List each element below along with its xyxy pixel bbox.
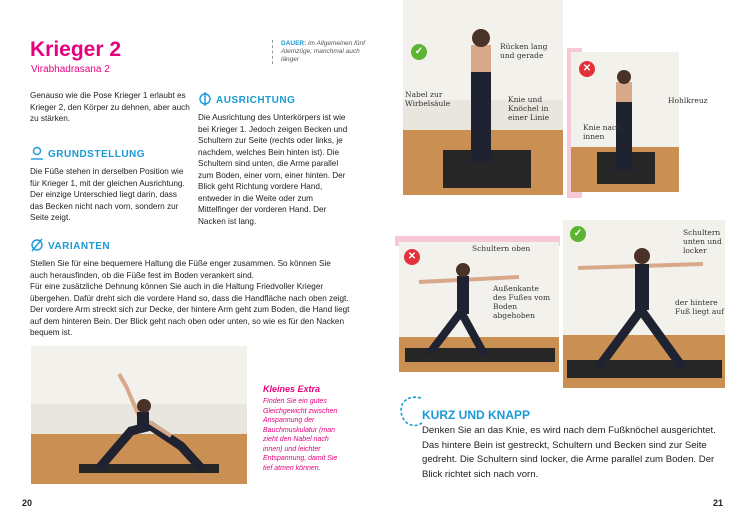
section-text-ausrichtung: Die Ausrichtung des Unterkörpers ist wie bei Krieger 1. Jedoch zeigen Becken und Schultern zur Seite (rechts oder links, je nachdem, welches Bein hinten ist). Die Schultern sind unten, die Arme parallel zum Boden, einer vorn, einer hinten. Der Blick geht Richtung vordere Hand, entweder in die Weite oder zum Mittelfinger der vorderen Hand. Der Nacken ist lang.	[198, 113, 348, 226]
note-schultern-unten: Schultern unten und locker	[683, 228, 722, 255]
note-fuss-flach: der hintere Fuß liegt auf	[675, 298, 724, 316]
section-varianten	[30, 238, 350, 339]
alignment-icon	[198, 92, 212, 109]
note-aussenkante: Außenkante des Fußes vom Boden abgehoben	[493, 284, 551, 320]
note-ruecken: Rücken lang und gerade	[500, 42, 548, 60]
page-number-left: 20	[22, 498, 33, 508]
duration-label: DAUER:	[281, 40, 307, 47]
swirl-decoration-icon	[395, 392, 425, 432]
variants-icon	[30, 238, 44, 255]
person-icon	[30, 146, 44, 163]
section-title-varianten: VARIANTEN	[48, 241, 111, 253]
check-icon: ✓	[411, 44, 427, 60]
cross-icon-2: ✕	[404, 249, 420, 265]
note-hohlkreuz: Hohlkreuz	[668, 96, 708, 105]
section-title-ausrichtung: AUSRICHTUNG	[216, 95, 296, 107]
section-text-varianten-2: Für eine zusätzliche Dehnung können Sie auch in die Haltung Friedvoller Krieger übergehen. Dafür dreht sich die vordere Hand so, dass die Handfläche nach oben zeigt. Der vordere Arm streckt sich zur Decke, der hintere Arm geht zum Boden, die Hand liegt auf dem hinteren Bein. Der Blick geht nach oben oder unten, so wie es für den Nacken bequem ist.	[30, 282, 350, 337]
note-schultern-oben: Schultern oben	[472, 244, 531, 253]
summary-title: KURZ UND KNAPP	[422, 408, 530, 422]
cross-icon: ✕	[579, 61, 595, 77]
right-page	[375, 0, 750, 525]
page-number-right: 21	[713, 498, 724, 508]
check-icon-2: ✓	[570, 226, 586, 242]
summary-text: Denken Sie an das Knie, es wird nach dem Fußknöchel ausgerichtet. Das hintere Bein ist gestreckt, Schultern und Becken sind zur Seite gedreht. Die Schultern sind locker, die Arme parallel zum Boden. Der Blick richtet sich nach vorn.	[422, 425, 716, 480]
note-knie-knoechel: Knie und Knöchel in einer Linie	[508, 95, 550, 122]
note-knie-innen: Knie nach innen	[583, 123, 621, 141]
extra-title: Kleines Extra	[263, 384, 321, 394]
section-text-varianten-1: Stellen Sie für eine bequemere Haltung die Füße enger zusammen. So können Sie auch herausfinden, ob die Füße fest im Boden verankert sind.	[30, 259, 331, 280]
section-ausrichtung	[198, 92, 348, 227]
section-text-grundstellung: Die Füße stehen in derselben Position wie für Krieger 1, mit der gleichen Ausrichtung. Der einzige Unterschied liegt darin, dass das Becken nicht nach vorn, sondern zur Seite zeigt.	[30, 167, 185, 222]
photo-peaceful-warrior	[31, 346, 247, 484]
section-grundstellung	[30, 146, 190, 224]
note-nabel: Nabel zur Wirbelsäule	[405, 90, 451, 108]
duration-text: im Allgemeinen fünf Atemzüge, manchmal auch länger	[281, 40, 365, 63]
duration-box	[272, 40, 366, 64]
section-title-grundstellung: GRUNDSTELLUNG	[48, 149, 146, 161]
extra-text: Finden Sie ein gutes Gleichgewicht zwischen Anspannung der Bauchmuskulatur (man zieht den Nabel nach innen) und leichter Entspannung, damit Sie tief atmen können.	[263, 398, 338, 472]
intro-text: Genauso wie die Pose Krieger 1 erlaubt es Krieger 2, den Körper zu dehnen, aber auch zu stärken.	[30, 91, 190, 123]
page-subtitle: Virabhadrasana 2	[31, 64, 110, 75]
page-title: Krieger 2	[30, 38, 122, 61]
